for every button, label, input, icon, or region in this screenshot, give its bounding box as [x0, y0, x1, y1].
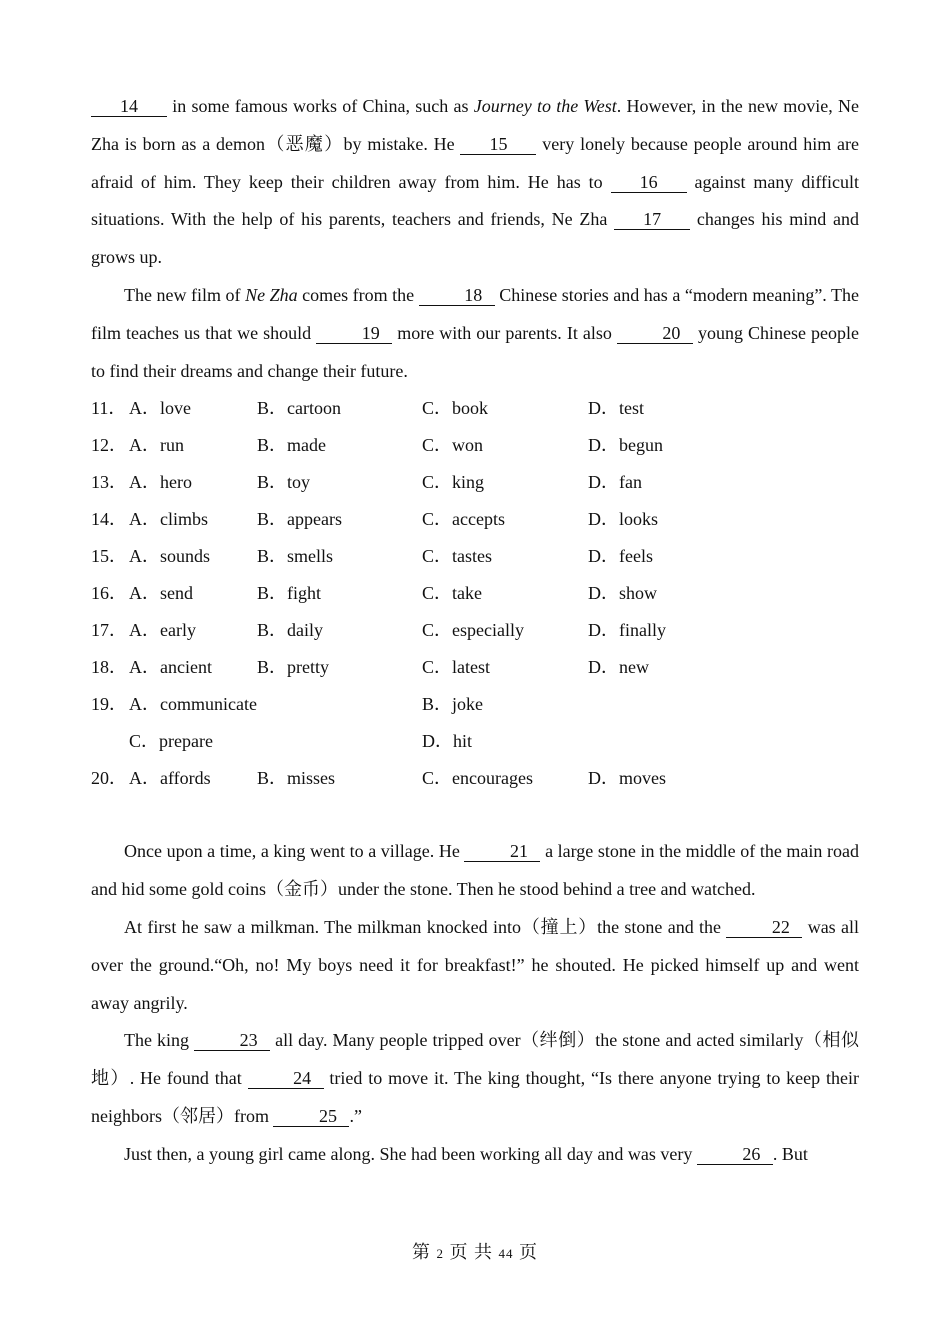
text-run: . However, in the new movie, Ne Zha is born as a demon（恶魔）by mistake. He [91, 96, 859, 154]
text-run: The king [124, 1030, 195, 1051]
text-run: changes his mind and grows up. [91, 209, 859, 268]
option-a: A．climbs [129, 509, 208, 530]
italic-title: Ne Zha [245, 284, 298, 305]
option-c: C．encourages [422, 768, 533, 789]
option-c: D．hit [422, 731, 473, 752]
question-number: 15． [91, 546, 127, 567]
option-row [91, 427, 859, 464]
document-page [91, 88, 859, 1174]
passage2-paragraph-1 [91, 833, 859, 909]
question-number: 14． [91, 509, 127, 530]
footer-total-pages: 44 [498, 1246, 514, 1261]
blank-19: 19 [316, 323, 392, 344]
page-footer [0, 1238, 950, 1268]
option-b: B．cartoon [257, 398, 341, 419]
blank-15: 15 [460, 134, 536, 155]
option-a: A．early [129, 620, 196, 641]
option-a: A．ancient [129, 657, 212, 678]
blank-26: 26 [697, 1144, 773, 1165]
option-c: C．take [422, 583, 482, 604]
question-number: 20． [91, 768, 127, 789]
question-number: 12． [91, 435, 127, 456]
text-run: a large stone in the middle of the main road and hid some gold coins（金币）under the stone. Then he stood behind a tree and watched. [91, 841, 860, 900]
options-list [91, 390, 859, 797]
option-c: B．joke [422, 694, 483, 715]
option-c: C．king [422, 472, 485, 493]
text-run: The new film of [124, 284, 246, 305]
text-run: At first he saw a milkman. The milkman knocked into（撞上）the stone and the [124, 916, 727, 937]
footer-suffix: 页 [519, 1242, 538, 1262]
option-row [91, 723, 859, 760]
footer-prefix: 第 [412, 1242, 431, 1262]
text-run: young Chinese people to find their dreams and change their future. [91, 322, 859, 381]
option-row [91, 612, 859, 649]
option-c: C．accepts [422, 509, 505, 530]
option-d: D．new [588, 657, 649, 678]
blank-20: 20 [617, 323, 693, 344]
question-number: 18． [91, 657, 127, 678]
option-d: D．fan [588, 472, 642, 493]
blank-25: 25 [273, 1106, 349, 1127]
option-b: B．smells [257, 546, 334, 567]
option-d: D．finally [588, 620, 666, 641]
option-d: D．feels [588, 546, 653, 567]
question-number: 11． [91, 398, 127, 419]
option-a: A．affords [129, 768, 211, 789]
option-c: C．book [422, 398, 489, 419]
option-a: A．communicate [129, 694, 257, 715]
option-a: A．sounds [129, 546, 211, 567]
option-a: A．send [129, 583, 193, 604]
text-run: . But [772, 1143, 808, 1164]
question-number: 13． [91, 472, 127, 493]
question-number: 16． [91, 583, 127, 604]
text-run: against many difficult situations. With the help of his parents, teachers and friends, Ne Zha [91, 171, 859, 230]
blank-18: 18 [419, 285, 495, 306]
text-run: Chinese stories and has a “modern meaning”. The film teaches us that we should [91, 284, 859, 343]
option-b: B．appears [257, 509, 342, 530]
text-run: tried to move it. The king thought, “Is there anyone trying to keep their neighbors（邻居）from [91, 1068, 859, 1126]
text-run: very lonely because people around him are afraid of him. They keep their children away from him. He has to [91, 133, 860, 192]
blank-21: 21 [464, 841, 540, 862]
option-d: D．show [588, 583, 658, 604]
option-b: B．daily [257, 620, 323, 641]
question-number: 19． [91, 694, 127, 715]
blank-17: 17 [614, 209, 690, 230]
option-b: B．toy [257, 472, 311, 493]
option-row [91, 464, 859, 501]
passage2-paragraph-2 [91, 909, 859, 1022]
option-a: A．hero [129, 472, 192, 493]
text-run: in some famous works of China, such as [167, 96, 474, 116]
option-row [91, 390, 859, 427]
blank-23: 23 [194, 1030, 270, 1051]
option-a: C．prepare [129, 731, 213, 752]
option-row [91, 686, 859, 723]
passage1-paragraph-1 [91, 88, 859, 277]
passage1-paragraph-2 [91, 277, 859, 390]
option-c: C．tastes [422, 546, 492, 567]
option-c: C．latest [422, 657, 490, 678]
option-b: B．pretty [257, 657, 329, 678]
text-run: all day. Many people tripped over（绊倒）the stone and acted similarly（相似地）. He found that [91, 1030, 859, 1089]
option-d: D．begun [588, 435, 663, 456]
option-a: A．run [129, 435, 184, 456]
question-number: 17． [91, 620, 127, 641]
blank-14: 14 [91, 96, 167, 117]
blank-24: 24 [248, 1068, 324, 1089]
option-row [91, 575, 859, 612]
option-d: D．moves [588, 768, 666, 789]
footer-page-number: 2 [436, 1246, 444, 1261]
option-row [91, 538, 859, 575]
option-row [91, 760, 859, 797]
option-d: D．looks [588, 509, 659, 530]
blank-16: 16 [611, 172, 687, 193]
option-row [91, 501, 859, 538]
passage2-paragraph-4 [91, 1136, 859, 1174]
option-c: C．especially [422, 620, 524, 641]
italic-title: Journey to the West [473, 96, 617, 116]
text-run: was all over the ground.“Oh, no! My boys need it for breakfast!” he shouted. He picked himself up and went away angrily. [91, 916, 860, 1013]
footer-middle: 页 共 [449, 1242, 493, 1262]
text-run: Once upon a time, a king went to a village. He [124, 841, 465, 862]
option-b: B．misses [257, 768, 336, 789]
option-b: B．made [257, 435, 326, 456]
option-c: C．won [422, 435, 484, 456]
text-run: .” [349, 1105, 362, 1126]
passage2-paragraph-3 [91, 1022, 859, 1135]
option-b: B．fight [257, 583, 322, 604]
option-d: D．test [588, 398, 644, 419]
text-run: comes from the [297, 284, 419, 305]
option-a: A．love [129, 398, 191, 419]
text-run: Just then, a young girl came along. She had been working all day and was very [124, 1143, 697, 1164]
blank-22: 22 [726, 917, 802, 938]
text-run: more with our parents. It also [392, 322, 617, 343]
option-row [91, 649, 859, 686]
